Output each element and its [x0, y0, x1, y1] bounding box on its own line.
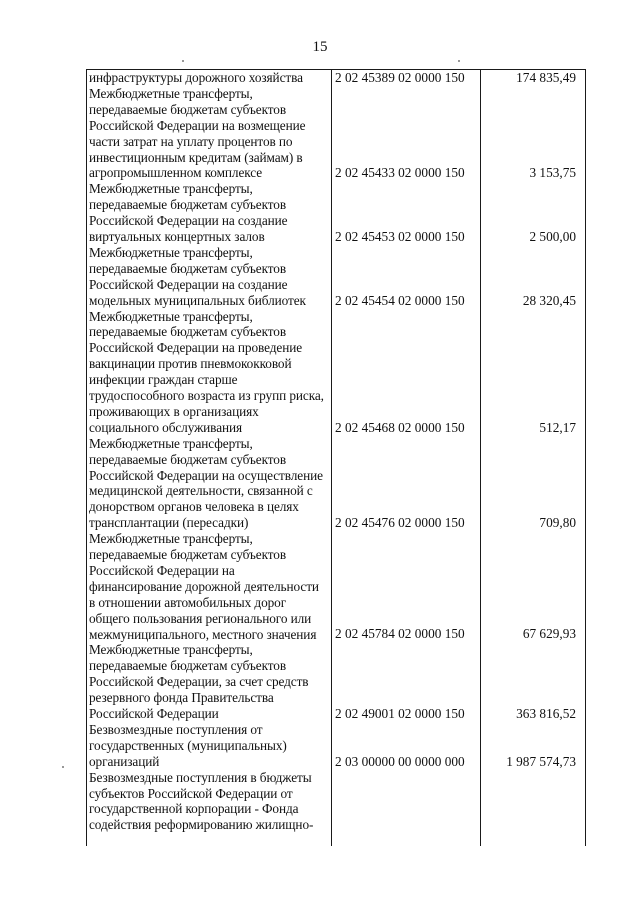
- revenue-code: 2 03 00000 00 0000 000: [335, 753, 465, 769]
- description-line: содействия реформированию жилищно-: [89, 817, 314, 833]
- description-line: вакцинации против пневмококковой: [89, 356, 292, 372]
- table-row: [87, 245, 585, 309]
- row-description: [89, 436, 327, 531]
- table-row: [87, 722, 585, 770]
- description-line: инфекции граждан старше: [89, 372, 238, 388]
- description-line: Российской Федерации на проведение: [89, 340, 303, 356]
- description-line: финансирование дорожной деятельности: [89, 578, 319, 594]
- description-line: Межбюджетные трансферты,: [89, 531, 253, 547]
- description-line: передаваемые бюджетам субъектов: [89, 658, 287, 674]
- table-row: [87, 642, 585, 722]
- description-line: агропромышленном комплексе: [89, 165, 263, 181]
- row-description: [89, 309, 327, 436]
- description-line: резервного фонда Правительства: [89, 690, 274, 706]
- row-description: [89, 86, 327, 181]
- revenue-code: 2 02 45454 02 0000 150: [335, 292, 465, 308]
- amount: 512,17: [539, 419, 576, 435]
- table-row: [87, 86, 585, 181]
- amount: 2 500,00: [529, 228, 576, 244]
- table-row: [87, 436, 585, 531]
- description-line: Российской Федерации на создание: [89, 276, 288, 292]
- description-line: государственных (муниципальных): [89, 737, 287, 753]
- row-description: [89, 245, 327, 309]
- row-description: [89, 531, 327, 642]
- description-line: в отношении автомобильных дорог: [89, 594, 287, 610]
- description-line: Межбюджетные трансферты,: [89, 642, 253, 658]
- table-row: [87, 181, 585, 245]
- description-line: трудоспособного возраста из групп риска,: [89, 388, 324, 404]
- description-line: донорством органов человека в целях: [89, 499, 299, 515]
- amount: 3 153,75: [529, 165, 576, 181]
- description-line: инфраструктуры дорожного хозяйства: [89, 70, 303, 85]
- page-number: 15: [312, 39, 328, 55]
- description-line: Безвозмездные поступления от: [89, 721, 263, 737]
- table-row: [87, 309, 585, 436]
- description-line: медицинской деятельности, связанной с: [89, 483, 313, 499]
- row-description: [89, 642, 327, 722]
- amount: 28 320,45: [522, 292, 576, 308]
- description-line: части затрат на уплату процентов по: [89, 133, 293, 149]
- description-line: Межбюджетные трансферты,: [89, 308, 253, 324]
- description-line: Российской Федерации на возмещение: [89, 117, 306, 133]
- revenue-table: [86, 69, 586, 846]
- description-line: передаваемые бюджетам субъектов: [89, 451, 287, 467]
- scan-speck: [182, 60, 184, 62]
- description-line: передаваемые бюджетам субъектов: [89, 101, 287, 117]
- description-line: социального обслуживания: [89, 419, 243, 435]
- description-line: Межбюджетные трансферты,: [89, 244, 253, 260]
- amount: 67 629,93: [522, 626, 576, 642]
- description-line: организаций: [89, 753, 160, 769]
- description-line: межмуниципального, местного значения: [89, 626, 317, 642]
- description-line: Безвозмездные поступления в бюджеты: [89, 769, 312, 785]
- description-line: инвестиционным кредитам (займам) в: [89, 149, 303, 165]
- description-line: Российской Федерации, за счет средств: [89, 674, 309, 690]
- description-line: Российской Федерации на: [89, 562, 235, 578]
- description-line: субъектов Российской Федерации от: [89, 785, 293, 801]
- scan-speck: [62, 766, 64, 768]
- table-row: [87, 531, 585, 642]
- revenue-code: 2 02 49001 02 0000 150: [335, 705, 465, 721]
- row-description: [89, 181, 327, 245]
- amount: 363 816,52: [516, 705, 576, 721]
- description-line: Российской Федерации на создание: [89, 213, 288, 229]
- row-description: [89, 70, 327, 86]
- description-line: передаваемые бюджетам субъектов: [89, 324, 287, 340]
- description-line: государственной корпорации - Фонда: [89, 801, 299, 817]
- table-row: [87, 70, 585, 86]
- amount: 174 835,49: [516, 69, 576, 85]
- amount: 1 987 574,73: [506, 753, 576, 769]
- revenue-code: 2 02 45468 02 0000 150: [335, 419, 465, 435]
- amount: 709,80: [539, 515, 576, 531]
- revenue-code: 2 02 45784 02 0000 150: [335, 626, 465, 642]
- description-line: Межбюджетные трансферты,: [89, 435, 253, 451]
- description-line: проживающих в организациях: [89, 403, 259, 419]
- description-line: передаваемые бюджетам субъектов: [89, 197, 287, 213]
- description-line: передаваемые бюджетам субъектов: [89, 260, 287, 276]
- description-line: передаваемые бюджетам субъектов: [89, 547, 287, 562]
- table-row: [87, 770, 585, 834]
- row-description: [89, 722, 327, 770]
- revenue-code: 2 02 45453 02 0000 150: [335, 228, 465, 244]
- revenue-code: 2 02 45433 02 0000 150: [335, 165, 465, 181]
- description-line: Межбюджетные трансферты,: [89, 181, 253, 197]
- description-line: Российской Федерации: [89, 706, 219, 722]
- description-line: общего пользования регионального или: [89, 610, 312, 626]
- description-line: трансплантации (пересадки): [89, 515, 249, 531]
- description-line: виртуальных концертных залов: [89, 229, 265, 245]
- description-line: Российской Федерации на осуществление: [89, 467, 323, 483]
- description-line: Межбюджетные трансферты,: [89, 85, 253, 101]
- revenue-code: 2 02 45476 02 0000 150: [335, 515, 465, 531]
- revenue-code: 2 02 45389 02 0000 150: [335, 69, 465, 85]
- scan-speck: [458, 60, 460, 62]
- description-line: модельных муниципальных библиотек: [89, 292, 306, 308]
- row-description: [89, 770, 327, 834]
